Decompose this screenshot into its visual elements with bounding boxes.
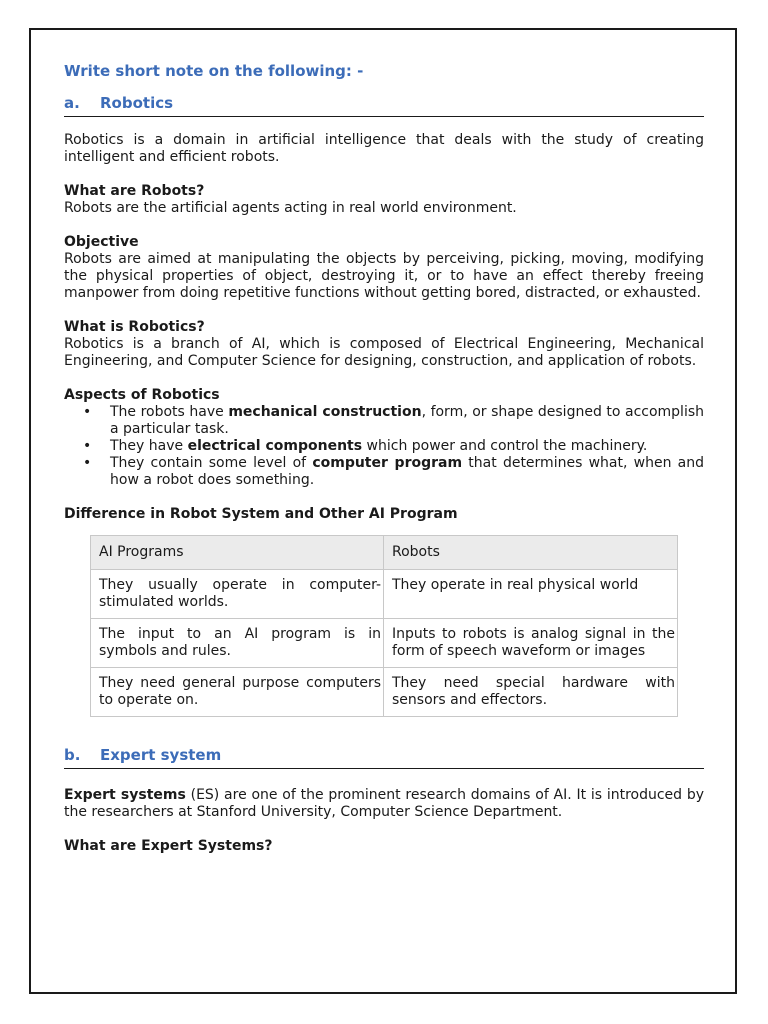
- aspects-heading: Aspects of Robotics: [64, 387, 220, 403]
- what-is-robotics-text: Robotics is a branch of AI, which is composed of Electrical Engineering, Mechanical Engineering, and Computer Science for designing, construction, and application of robots.: [64, 336, 704, 369]
- table-header-row: [91, 536, 678, 570]
- document-body: [64, 59, 704, 855]
- list-item: • They contain some level of computer program that determines what, when and how a robot does something.: [83, 455, 705, 488]
- column-header: Robots: [384, 536, 678, 570]
- list-item: • The robots have mechanical construction, form, or shape designed to accomplish a particular task.: [83, 404, 704, 437]
- robotics-intro: Robotics is a domain in artificial intelligence that deals with the study of creating intelligent and efficient robots.: [64, 132, 704, 165]
- bullet-icon: •: [83, 438, 92, 454]
- what-are-robots-text: Robots are the artificial agents acting in real world environment.: [64, 200, 517, 216]
- objective-heading: Objective: [64, 234, 139, 250]
- what-are-expert-systems-heading: What are Expert Systems?: [64, 838, 273, 854]
- table-cell: They usually operate in computer-stimulated worlds.: [91, 570, 384, 619]
- what-is-robotics-heading: What is Robotics?: [64, 319, 205, 335]
- table-row: [91, 619, 678, 668]
- document-title: Write short note on the following: -: [64, 62, 364, 80]
- section-a-title: Robotics: [100, 94, 174, 112]
- objective-text: Robots are aimed at manipulating the objects by perceiving, picking, moving, modifying the physical properties of object, destroying it, or to have an effect thereby freeing manpower from doing repetitive functions without getting bored, distracted, or exhausted.: [64, 251, 704, 301]
- table-cell: They need general purpose computers to operate on.: [91, 668, 384, 717]
- what-are-robots-heading: What are Robots?: [64, 183, 205, 199]
- table-row: [91, 570, 678, 619]
- bullet-icon: •: [83, 404, 92, 420]
- list-item: • They have electrical components which power and control the machinery.: [83, 438, 648, 454]
- table-cell: The input to an AI program is in symbols and rules.: [91, 619, 384, 668]
- bullet-icon: •: [83, 455, 92, 471]
- section-a-heading: [64, 91, 704, 117]
- expert-systems-intro: Expert systems (ES) are one of the prominent research domains of AI. It is introduced by the researchers at Stanford University, Computer Science Department.: [64, 787, 705, 820]
- table-cell: They need special hardware with sensors and effectors.: [384, 668, 678, 717]
- difference-heading: Difference in Robot System and Other AI Program: [64, 506, 458, 522]
- aspects-list: [64, 404, 704, 489]
- section-b-title: Expert system: [100, 746, 222, 764]
- section-b-heading: [64, 743, 704, 769]
- section-b-number: b.: [64, 746, 81, 764]
- table-cell: Inputs to robots is analog signal in the form of speech waveform or images: [384, 619, 678, 668]
- difference-table: [90, 535, 678, 717]
- column-header: AI Programs: [91, 536, 384, 570]
- section-a-number: a.: [64, 94, 80, 112]
- table-cell: They operate in real physical world: [384, 570, 678, 619]
- table-row: [91, 668, 678, 717]
